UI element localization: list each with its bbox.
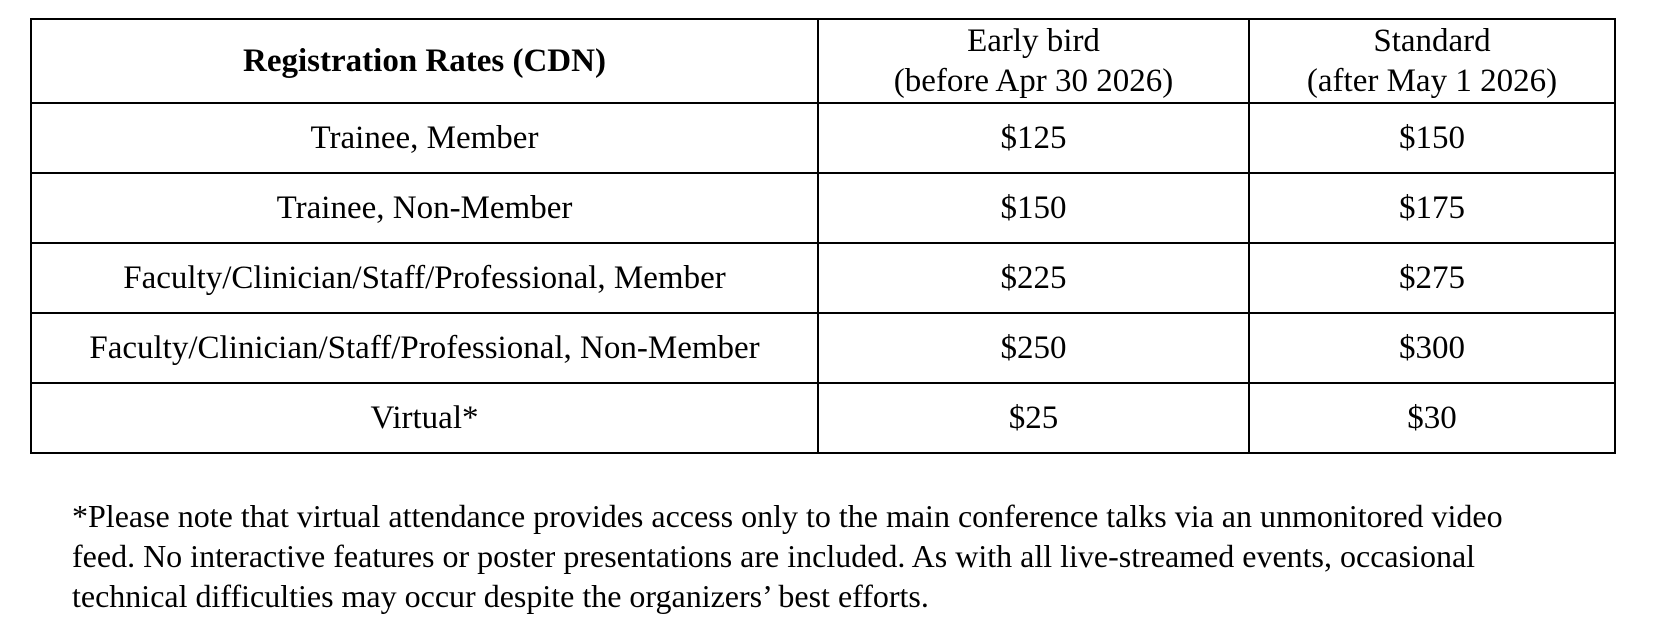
row-early-bird-price: $250	[818, 313, 1249, 383]
header-standard	[1249, 19, 1615, 103]
row-standard-price: $275	[1249, 243, 1615, 313]
row-category: Trainee, Non-Member	[31, 173, 818, 243]
row-standard-price: $300	[1249, 313, 1615, 383]
header-standard-title: Standard	[1373, 23, 1491, 59]
registration-rates-table	[30, 18, 1616, 454]
virtual-attendance-footnote	[72, 496, 1652, 616]
row-early-bird-price: $25	[818, 383, 1249, 453]
header-standard-date: (after May 1 2026)	[1306, 63, 1558, 99]
header-early-bird	[818, 19, 1249, 103]
header-registration-rates: Registration Rates (CDN)	[31, 19, 818, 103]
row-category: Faculty/Clinician/Staff/Professional, Non-Member	[31, 313, 818, 383]
table-row	[31, 103, 1615, 173]
footnote-line: feed. No interactive features or poster presentations are included. As with all live-streamed events, occasional	[72, 538, 1476, 574]
header-early-bird-title: Early bird	[967, 23, 1100, 59]
footnote-line: technical difficulties may occur despite the organizers’ best efforts.	[72, 578, 929, 614]
table-row	[31, 313, 1615, 383]
table-row	[31, 173, 1615, 243]
row-standard-price: $30	[1249, 383, 1615, 453]
row-category: Trainee, Member	[31, 103, 818, 173]
table-header-row	[31, 19, 1615, 103]
footnote-line: *Please note that virtual attendance provides access only to the main conference talks via an unmonitored video	[72, 498, 1503, 534]
row-early-bird-price: $225	[818, 243, 1249, 313]
row-standard-price: $150	[1249, 103, 1615, 173]
row-category: Virtual*	[31, 383, 818, 453]
header-early-bird-date: (before Apr 30 2026)	[893, 63, 1174, 99]
row-early-bird-price: $150	[818, 173, 1249, 243]
row-category: Faculty/Clinician/Staff/Professional, Member	[31, 243, 818, 313]
row-standard-price: $175	[1249, 173, 1615, 243]
row-early-bird-price: $125	[818, 103, 1249, 173]
table-row	[31, 243, 1615, 313]
table-row	[31, 383, 1615, 453]
